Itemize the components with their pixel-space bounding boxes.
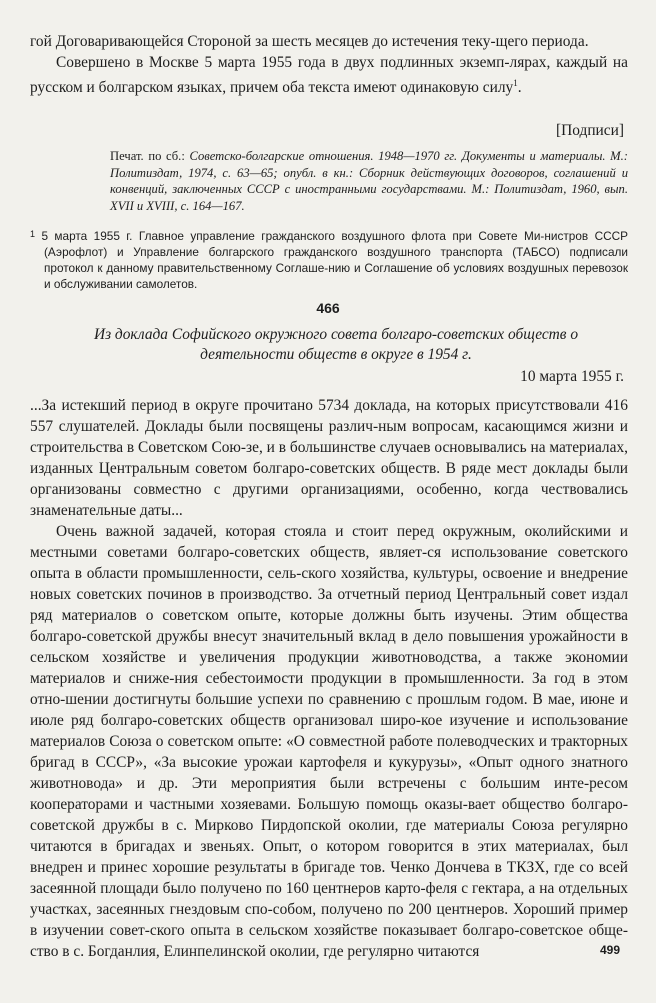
paragraph-continuation: гой Договаривающейся Стороной за шесть месяцев до истечения теку-щего периода. xyxy=(30,33,589,50)
footnote-body xyxy=(30,226,628,292)
footnote-text: 5 марта 1955 г. Главное управление гражданского воздушного флота при Совете Ми-нистров СССР (Аэрофлот) и Управление болгарского гражданского воздушного транспорта (ТАБСО) подписали протокол к данному правительственному Соглаше-нию и Соглашение об условиях воздушных перевозок и обслуживании самолетов. xyxy=(41,229,628,291)
page-number: 499 xyxy=(599,943,620,957)
document-body xyxy=(30,395,628,962)
body-paragraph-1: ...За истекший период в округе прочитано 5734 доклада, на которых присутствовали 416 557 слушателей. Доклады были посвящены различ-ным вопросам, касающимся жизни и строительства в Советском Сою-зе, и в большинстве случаев основывались на материалах, изданных Центральным советом болгаро-советских обществ. В ряде мест доклады были организованы совместно с другими организациями, особенно, когда чествовались знаменательные даты... xyxy=(30,397,628,519)
concluded-end: . xyxy=(517,79,522,97)
source-text: Советско-болгарские отношения. 1948—1970 гг. Документы и материалы. М.: Политиздат, 1974, с. 63—65; опубл. в кн.: Сборник действующих договоров, соглашений и конвенций, заключенных СССР с иностранными государствами. М.: Политиздат, 1960, вып. XVII и XVIII, с. 164—167. xyxy=(110,149,628,213)
concluded-text: Совершено в Москве 5 марта 1955 года в двух подлинных экземп-лярах, каждый на русском и болгарском языках, причем оба текста имеют одинаковую силу xyxy=(30,54,628,97)
document-number: 466 xyxy=(316,300,340,316)
source-citation xyxy=(110,148,628,214)
footnote-mark: 1 xyxy=(30,229,36,239)
paragraph-concluded xyxy=(30,52,628,98)
top-text xyxy=(30,31,628,98)
document-date: 10 марта 1955 г. xyxy=(520,368,624,385)
signature: [Подписи] xyxy=(556,122,624,139)
body-paragraph-2: Очень важной задачей, которая стояла и стоит перед окружным, околийскими и местными советами болгаро-советских обществ, являет-ся использование советского опыта в области промышленности, сель-ского хозяйства, культуры, освоение и внедрение новых советских починов в производство. За отчетный период Центральный совет издал ряд материалов о советском опыте, которые должны быть изучены. Этим общества болгаро-советской дружбы внесут значительный вклад в дело повышения урожайности в сельском хозяйстве и увеличения продукции животноводства, а также экономии материалов и сниже-ния себестоимости продукции в промышленности. За год в этом отно-шении достигнуты большие успехи по сравнению с прошлым годом. В мае, июне и июле ряд болгаро-советских обществ организовал широ-кое изучение и использование материалов Союза о советском опыте: «О совместной работе полеводческих и тракторных бригад в СССР», «За высокие урожаи картофеля и кукурузы», «Опыт одного знатного животновода» и др. Эти мероприятия были встречены с большим инте-ресом кооператорами и частными хозяевами. Большую помощь оказы-вает общество болгаро-советской дружбы в с. Мирково Пирдопской околии, где материалы Союза регулярно читаются в бригадах и звеньях. Опыт, о котором говорится в этих материалах, был внедрен и принес хорошие результаты в бригаде тов. Ченко Дончева в ТКЗХ, где со всей засеянной площади было получено по 160 центнеров карто-феля с гектара, а на отдельных участках, засеянных гнездовым спо-собом, получено по 200 центнеров. Хороший пример в изучении совет-ского опыта в сельском хозяйстве показывает болгаро-советское обще-ство в с. Богданлия, Елинпелинской околии, где регулярно читаются xyxy=(30,523,628,960)
document-title: Из доклада Софийского окружного совета болгаро-советских обществ о деятельности обществ в округе в 1954 г. xyxy=(93,326,579,363)
footnote xyxy=(30,226,628,292)
footnote-ref: 1 xyxy=(513,78,518,88)
source-lead: Печат. по сб.: xyxy=(110,149,185,163)
